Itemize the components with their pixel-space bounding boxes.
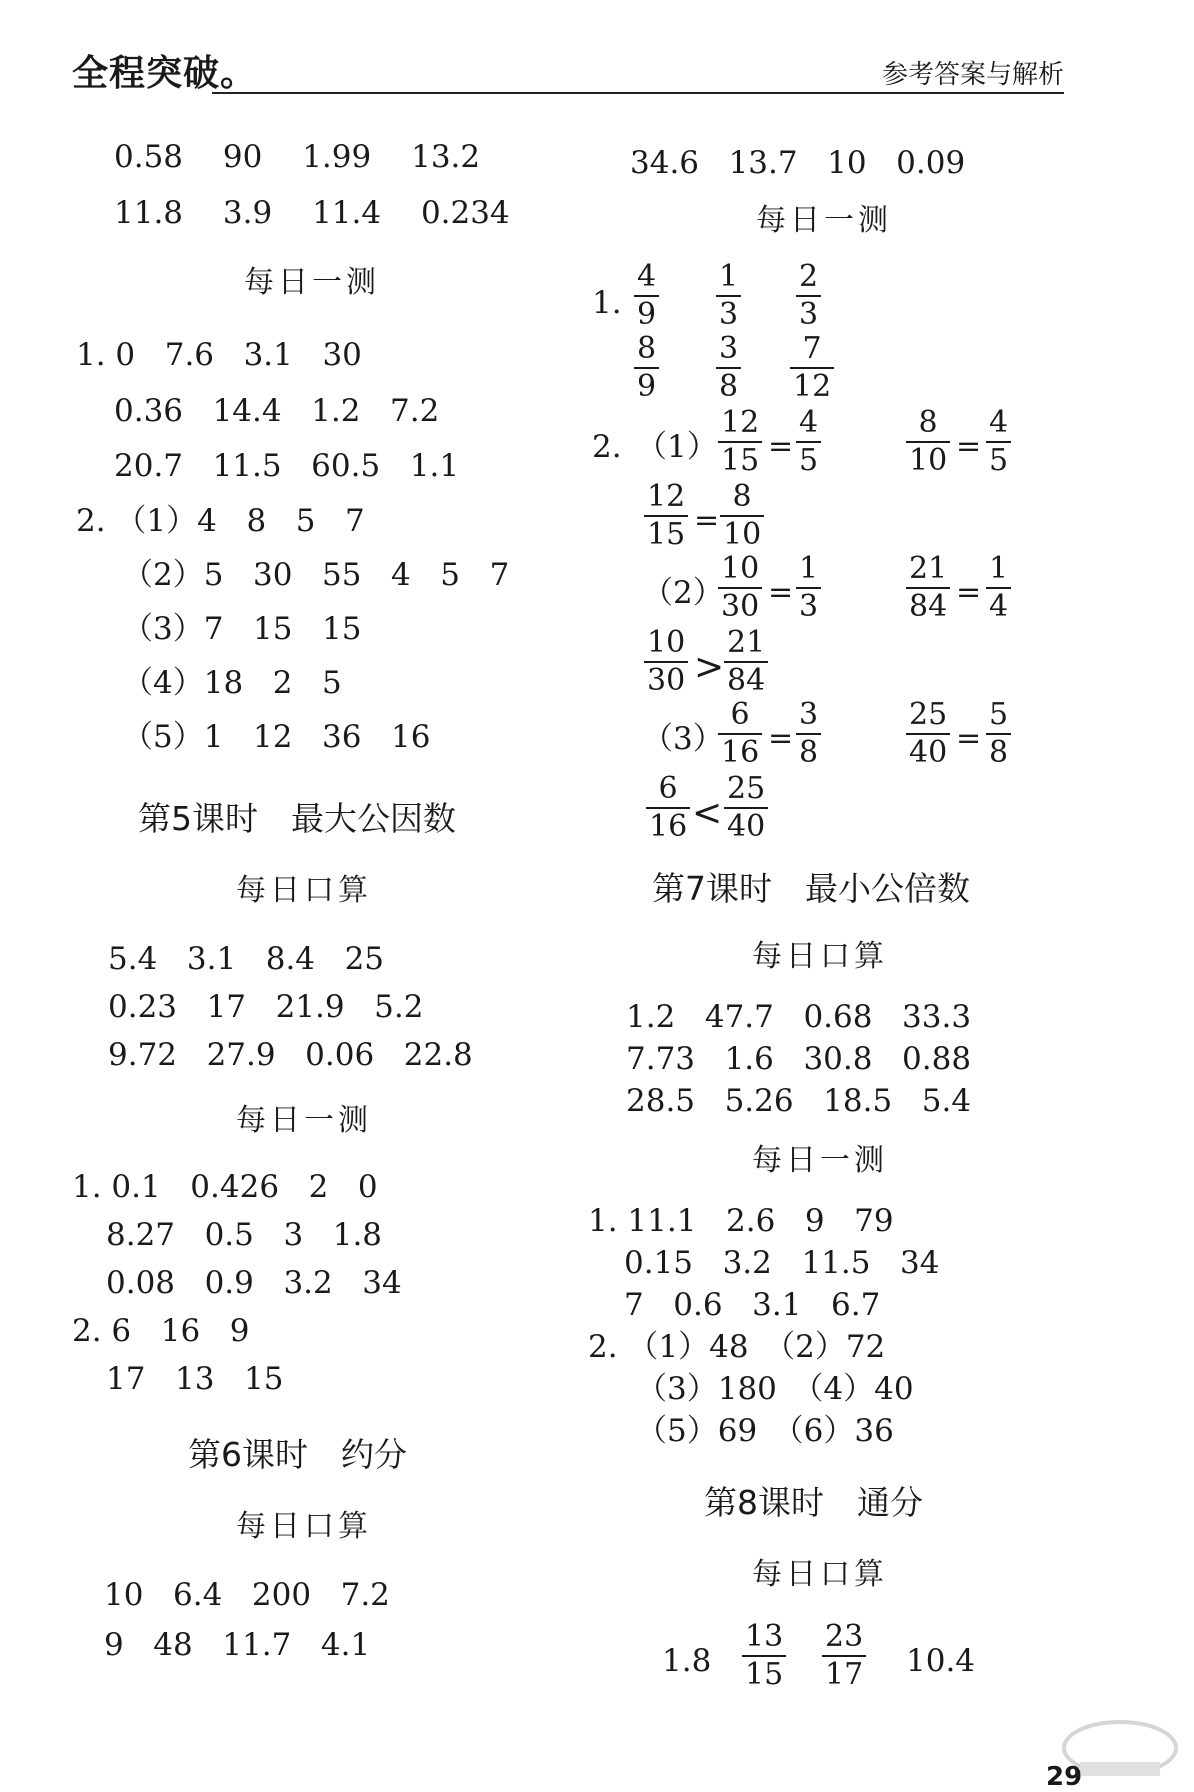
equals-sign: =: [768, 721, 794, 756]
answer-row: 20.7 11.5 60.5 1.1: [114, 448, 460, 484]
lesson-title: 第7课时 最小公倍数: [652, 869, 970, 908]
fraction: 4 5: [796, 408, 821, 476]
daily-test-heading: 每日一测: [236, 1103, 372, 1138]
answer-row: 7.73 1.6 30.8 0.88: [626, 1041, 972, 1077]
answer-row: 1. 11.1 2.6 9 79: [588, 1203, 894, 1239]
book-logo: 全程突破。: [72, 53, 258, 94]
fraction: 3 8: [796, 700, 821, 768]
answer-row: 0.23 17 21.9 5.2: [108, 989, 424, 1025]
less-than-sign: <: [692, 793, 723, 834]
fraction: 25 40: [906, 700, 950, 768]
fraction: 8 9: [634, 334, 659, 402]
fraction: 8 10: [720, 482, 764, 550]
fraction: 2 3: [796, 262, 821, 330]
answer-row: 5.4 3.1 8.4 25: [108, 941, 385, 977]
answer-row: 34.6 13.7 10 0.09: [630, 145, 966, 181]
answer-row: 1. 0.1 0.426 2 0: [72, 1169, 378, 1205]
page-number: 29: [1046, 1762, 1083, 1792]
daily-test-heading: 每日一测: [752, 1143, 888, 1178]
answer-row: 28.5 5.26 18.5 5.4: [626, 1083, 972, 1119]
fraction: 5 8: [986, 700, 1011, 768]
fraction: 12 15: [644, 482, 688, 550]
fraction: 10 30: [718, 554, 762, 622]
fraction: 12 15: [718, 408, 762, 476]
answer-row: （3）7 15 15: [122, 611, 362, 647]
equals-sign: =: [956, 721, 982, 756]
fraction: 21 84: [906, 554, 950, 622]
fraction: 4 5: [986, 408, 1011, 476]
answer-row: （3）180 （4）40: [636, 1371, 914, 1407]
answer-row: （5）69 （6）36: [636, 1413, 894, 1449]
fraction: 3 8: [716, 334, 741, 402]
answer-row: 0.15 3.2 11.5 34: [624, 1245, 940, 1281]
part-label: （1）: [636, 429, 718, 465]
answer-value: 10.4: [906, 1643, 976, 1679]
header-section-title: 参考答案与解析: [881, 60, 1064, 90]
daily-test-heading: 每日一测: [244, 265, 380, 300]
lesson-title: 第5课时 最大公因数: [138, 799, 456, 838]
answer-row: 10 6.4 200 7.2: [104, 1577, 390, 1613]
fraction: 25 40: [724, 774, 768, 842]
fraction: 6 16: [646, 774, 690, 842]
answer-row: 0.08 0.9 3.2 34: [106, 1265, 402, 1301]
equals-sign: =: [768, 429, 794, 464]
watermark-logo-icon: [1060, 1718, 1180, 1782]
daily-oral-heading: 每日口算: [752, 1557, 888, 1592]
equals-sign: =: [768, 575, 794, 610]
lesson-title: 第6课时 约分: [188, 1435, 407, 1474]
answer-row: 9 48 11.7 4.1: [104, 1627, 371, 1663]
fraction: 1 4: [986, 554, 1011, 622]
daily-oral-heading: 每日口算: [236, 873, 372, 908]
answer-row: （4）18 2 5: [122, 665, 342, 701]
question-label: 2.: [592, 429, 622, 465]
answer-row: 9.72 27.9 0.06 22.8: [108, 1037, 473, 1073]
answer-row: 2. （1）4 8 5 7: [76, 503, 365, 539]
answer-row: 2. （1）48 （2）72: [588, 1329, 886, 1365]
part-label: （2）: [642, 575, 724, 611]
fraction: 8 10: [906, 408, 950, 476]
fraction: 21 84: [724, 628, 768, 696]
daily-test-heading: 每日一测: [756, 203, 892, 238]
question-label: 1.: [592, 285, 622, 321]
header-rule: [212, 92, 1064, 94]
answer-row: 2. 6 16 9: [72, 1313, 250, 1349]
answer-row: 1. 0 7.6 3.1 30: [76, 337, 362, 373]
equals-sign: =: [956, 575, 982, 610]
answer-row: 7 0.6 3.1 6.7: [624, 1287, 881, 1323]
answer-value: 1.8: [662, 1643, 712, 1679]
fraction: 23 17: [822, 1622, 866, 1690]
part-label: （3）: [642, 721, 724, 757]
fraction: 4 9: [634, 262, 659, 330]
answer-row: （2）5 30 55 4 5 7: [122, 557, 510, 593]
equals-sign: =: [694, 503, 720, 538]
answer-row: 0.36 14.4 1.2 7.2: [114, 393, 440, 429]
answer-row: 1.2 47.7 0.68 33.3: [626, 999, 972, 1035]
daily-oral-heading: 每日口算: [752, 939, 888, 974]
answer-row: 17 13 15: [106, 1361, 284, 1397]
left-top-row-2: 11.8 3.9 11.4 0.234: [114, 195, 510, 231]
fraction: 13 15: [742, 1622, 786, 1690]
daily-oral-heading: 每日口算: [236, 1509, 372, 1544]
fraction: 1 3: [796, 554, 821, 622]
greater-than-sign: >: [694, 647, 725, 688]
fraction: 6 16: [718, 700, 762, 768]
lesson-title: 第8课时 通分: [704, 1483, 923, 1522]
fraction: 10 30: [644, 628, 688, 696]
answer-row: （5）1 12 36 16: [122, 719, 431, 755]
fraction: 7 12: [790, 334, 834, 402]
answer-row: 8.27 0.5 3 1.8: [106, 1217, 383, 1253]
fraction: 1 3: [716, 262, 741, 330]
left-top-row-1: 0.58 90 1.99 13.2: [114, 139, 481, 175]
equals-sign: =: [956, 429, 982, 464]
